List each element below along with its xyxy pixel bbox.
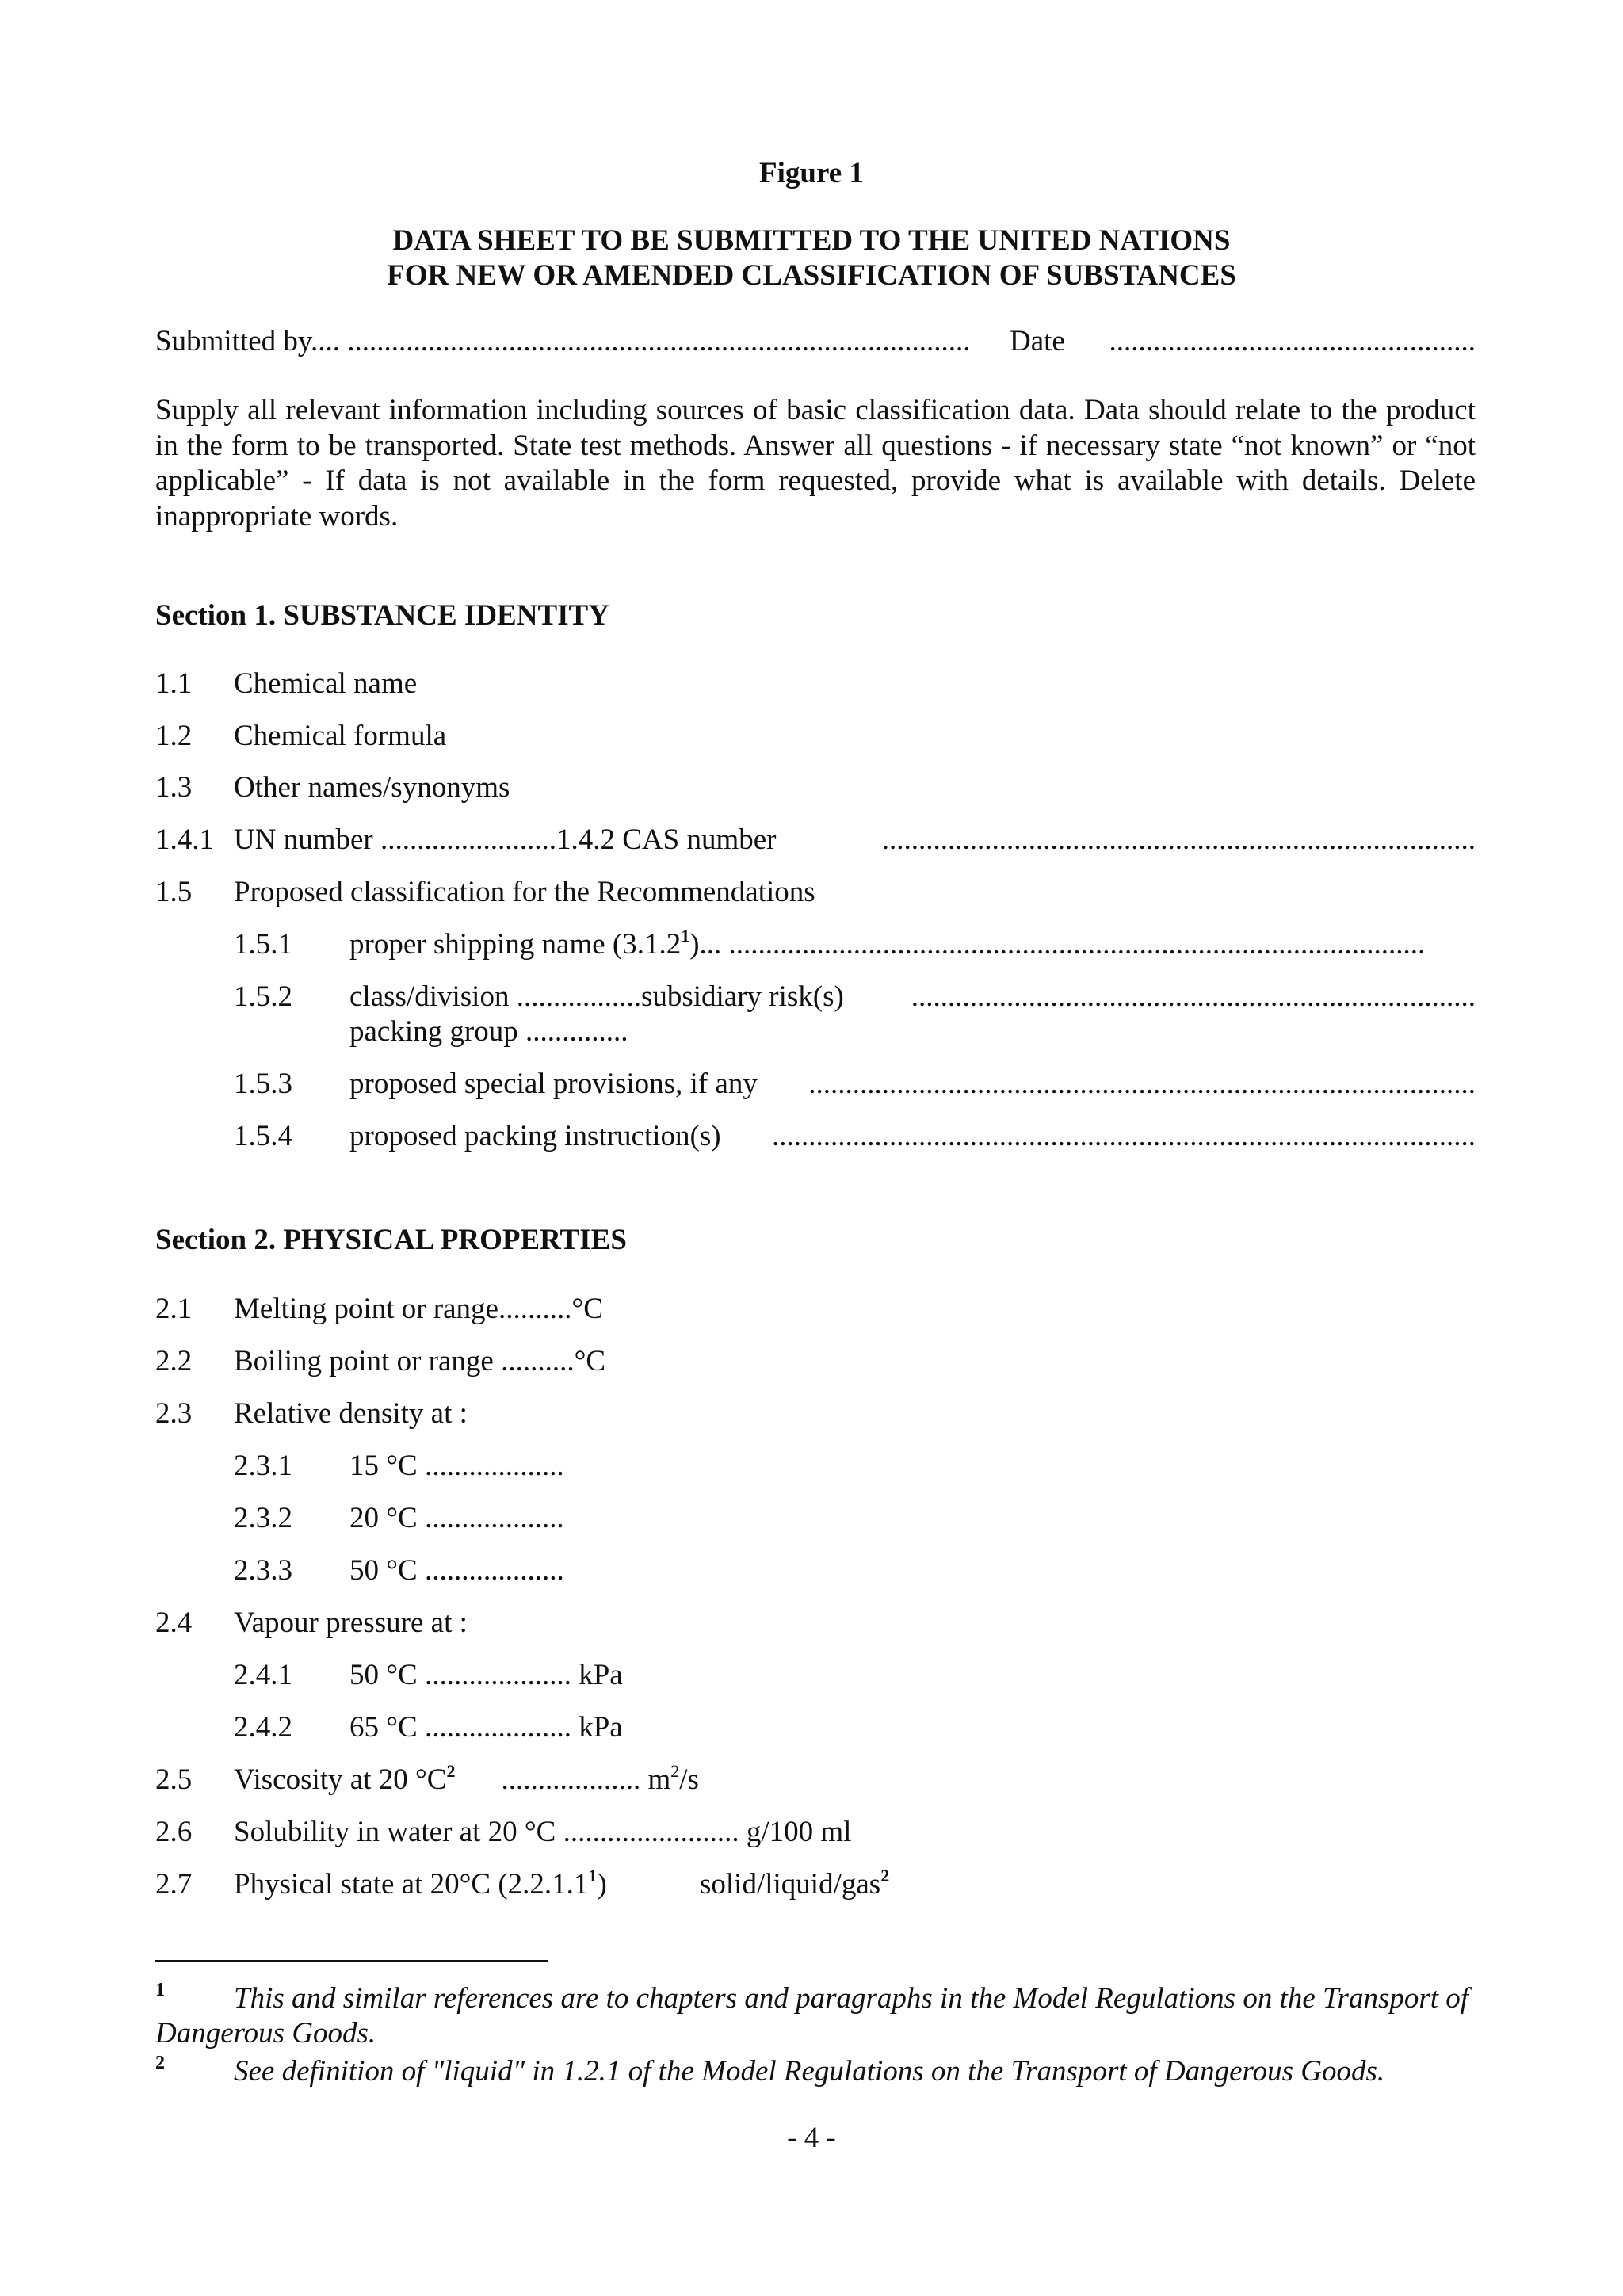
solubility-field[interactable]: Solubility in water at 20 °C ........................ g/100 ml: [234, 1816, 852, 1848]
item-1-5-1-number: 1.5.1: [234, 928, 292, 961]
item-2-4-1-number: 2.4.1: [234, 1659, 292, 1691]
physical-state-text: Physical state at 20°C (2.2.1.1: [234, 1868, 589, 1901]
proper-shipping-name-dots: )... ...............................................................................................: [689, 928, 1426, 961]
footnote-2-mark: 2: [155, 2053, 165, 2073]
submitted-by-field[interactable]: Submitted by.... .....................................................................................: [155, 325, 971, 357]
physical-state-options[interactable]: [700, 1867, 889, 1902]
proper-shipping-name-label: proper shipping name (3.1.2: [349, 928, 682, 961]
footnote-divider: [155, 1960, 548, 1962]
title-line-2: FOR NEW OR AMENDED CLASSIFICATION OF SUBSTANCES: [387, 259, 1236, 292]
item-1-5-3-number: 1.5.3: [234, 1068, 292, 1100]
boiling-point-field[interactable]: Boiling point or range ..........°C: [234, 1345, 606, 1377]
density-20c-field[interactable]: 20 °C ...................: [349, 1502, 564, 1534]
subsidiary-risk-dots[interactable]: .............................................................................: [911, 980, 1476, 1013]
unit-exponent: 2: [670, 1760, 680, 1781]
proper-shipping-name-field[interactable]: [349, 927, 1425, 962]
vapour-pressure-50c-field[interactable]: 50 °C .................... kPa: [349, 1659, 623, 1691]
special-provisions-field[interactable]: ...........................................................................................: [808, 1068, 1476, 1100]
physical-state-paren: ): [597, 1868, 607, 1901]
viscosity-field[interactable]: [234, 1760, 699, 1797]
footnote-ref-2b: 2: [880, 1865, 890, 1885]
physical-state-label: [234, 1867, 607, 1902]
item-1-5-number: 1.5: [155, 876, 193, 908]
section1-heading: Section 1. SUBSTANCE IDENTITY: [155, 599, 609, 632]
item-2-4-2-number: 2.4.2: [234, 1711, 292, 1744]
packing-instructions-field[interactable]: ................................................................................................: [772, 1120, 1476, 1152]
item-1-1-number: 1.1: [155, 667, 193, 700]
viscosity-unit: /s: [679, 1763, 699, 1796]
item-2-6-number: 2.6: [155, 1816, 193, 1848]
item-2-3-1-number: 2.3.1: [234, 1450, 292, 1482]
vapour-pressure-label: Vapour pressure at :: [234, 1606, 468, 1639]
item-2-3-3-number: 2.3.3: [234, 1554, 292, 1587]
packing-group-field[interactable]: packing group ..............: [349, 1015, 628, 1048]
item-1-2-number: 1.2: [155, 720, 193, 752]
section2-heading: Section 2. PHYSICAL PROPERTIES: [155, 1224, 627, 1256]
footnote-1-text-cont: Dangerous Goods.: [155, 2017, 376, 2050]
item-2-1-number: 2.1: [155, 1293, 193, 1325]
footnote-ref-2: 2: [446, 1760, 456, 1781]
vapour-pressure-65c-field[interactable]: 65 °C .................... kPa: [349, 1711, 623, 1744]
item-1-2-chemical-formula: Chemical formula: [234, 720, 447, 752]
physical-state-choices: solid/liquid/gas: [700, 1868, 881, 1901]
item-1-3-other-names: Other names/synonyms: [234, 771, 510, 804]
title-line-1: DATA SHEET TO BE SUBMITTED TO THE UNITED NATIONS: [392, 224, 1231, 257]
footnote-1-text: This and similar references are to chapters and paragraphs in the Model Regulations on the Transport of: [234, 1982, 1469, 2015]
page-number: - 4 -: [787, 2122, 836, 2154]
item-2-4-number: 2.4: [155, 1606, 193, 1639]
figure-label: Figure 1: [759, 157, 864, 189]
footnote-ref-1: 1: [681, 925, 690, 946]
footnote-ref-1b: 1: [588, 1865, 598, 1885]
item-1-5-2-number: 1.5.2: [234, 980, 292, 1013]
cas-number-dots[interactable]: .................................................................................: [881, 823, 1476, 856]
footnote-1-mark: 1: [155, 1980, 165, 2000]
viscosity-dots: ................... m: [501, 1763, 671, 1796]
item-1-5-proposed-classification: Proposed classification for the Recommendations: [234, 876, 815, 908]
item-1-3-number: 1.3: [155, 771, 193, 804]
intro-paragraph: Supply all relevant information including sources of basic classification data. Data should relate to the product in the form to be transported. State test methods. Answer all questions - if necessary state “not known” or “not applicable” - If data is not available in the form requested, provide what is available with details. Delete inappropriate words.: [155, 394, 1476, 533]
relative-density-label: Relative density at :: [234, 1397, 468, 1430]
item-1-5-4-number: 1.5.4: [234, 1120, 292, 1152]
class-division-field[interactable]: class/division .................subsidiary risk(s): [349, 980, 844, 1013]
item-1-4-1-number: 1.4.1: [155, 823, 214, 856]
density-15c-field[interactable]: 15 °C ...................: [349, 1450, 564, 1482]
un-number-cas-field[interactable]: UN number ........................1.4.2 CAS number: [234, 823, 777, 856]
item-2-2-number: 2.2: [155, 1345, 193, 1377]
item-2-5-number: 2.5: [155, 1763, 193, 1796]
item-2-3-number: 2.3: [155, 1397, 193, 1430]
item-1-1-chemical-name: Chemical name: [234, 667, 418, 700]
melting-point-field[interactable]: Melting point or range..........°C: [234, 1293, 603, 1325]
item-2-3-2-number: 2.3.2: [234, 1502, 292, 1534]
packing-instructions-label: proposed packing instruction(s): [349, 1120, 721, 1152]
date-field[interactable]: ..................................................: [1109, 325, 1476, 357]
density-50c-field[interactable]: 50 °C ...................: [349, 1554, 564, 1587]
item-2-7-number: 2.7: [155, 1868, 193, 1901]
special-provisions-label: proposed special provisions, if any: [349, 1068, 758, 1100]
viscosity-label: Viscosity at 20 °C: [234, 1763, 447, 1796]
date-label: Date: [1010, 325, 1065, 357]
footnote-2-text: See definition of "liquid" in 1.2.1 of the Model Regulations on the Transport of Dangerous Goods.: [234, 2055, 1385, 2088]
